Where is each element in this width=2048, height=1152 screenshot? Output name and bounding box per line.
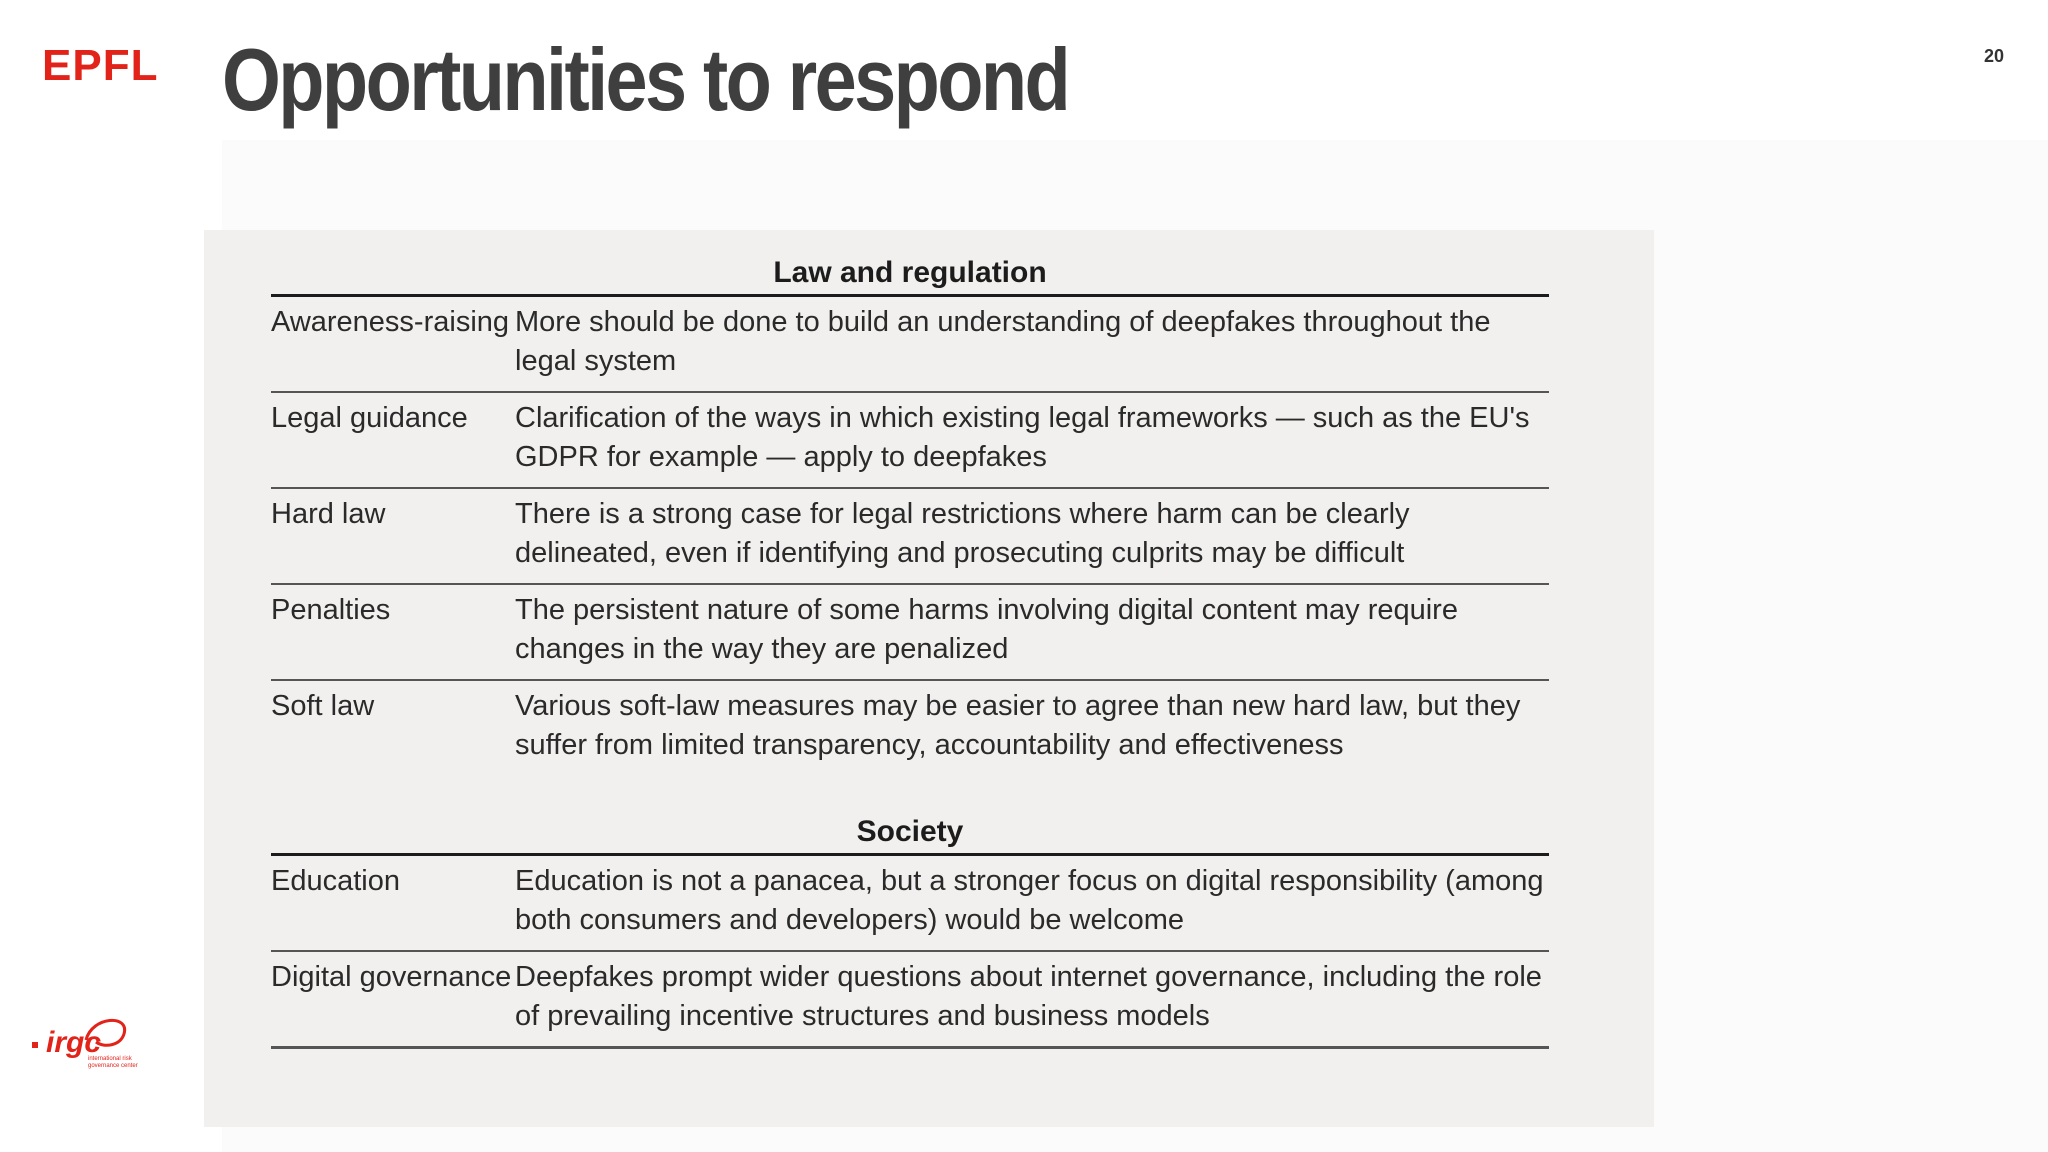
- row-term: Digital governance: [271, 961, 512, 993]
- irgc-subtext-2: governance center: [88, 1063, 138, 1069]
- row-term: Soft law: [271, 690, 375, 722]
- table-row: [271, 489, 1549, 585]
- table-row: [271, 393, 1549, 489]
- row-term: Legal guidance: [271, 402, 468, 434]
- epfl-logo: EPFL: [42, 41, 159, 90]
- row-term: Penalties: [271, 594, 391, 626]
- row-description: The persistent nature of some harms involving digital content may require changes in the way they are penalized: [515, 594, 1458, 665]
- table-row: [271, 856, 1549, 952]
- page-number: 20: [1983, 46, 2004, 66]
- row-description: Clarification of the ways in which existing legal frameworks — such as the EU's GDPR for example — apply to deepfakes: [515, 402, 1530, 473]
- table-row: [271, 585, 1549, 681]
- row-description: Deepfakes prompt wider questions about internet governance, including the role of prevailing incentive structures and business models: [515, 961, 1542, 1032]
- row-term: Hard law: [271, 498, 386, 530]
- row-term: Awareness-raising: [271, 306, 510, 338]
- slide-title: Opportunities to respond: [222, 30, 1069, 129]
- irgc-logo-text: irgc: [46, 1026, 102, 1059]
- row-description: More should be done to build an understanding of deepfakes throughout the legal system: [515, 306, 1491, 377]
- table-image: [204, 230, 1654, 1127]
- table-row: [271, 681, 1549, 775]
- table-row: [271, 952, 1549, 1049]
- table-row: [271, 297, 1549, 393]
- irgc-logo: [30, 1010, 160, 1070]
- opportunities-table: [271, 252, 1549, 1049]
- section-heading-law: Law and regulation: [271, 252, 1549, 297]
- section-heading-society: Society: [271, 811, 1549, 856]
- row-description: There is a strong case for legal restrictions where harm can be clearly delineated, even if identifying and prosecuting culprits may be difficult: [515, 498, 1410, 569]
- irgc-subtext-1: international risk: [88, 1056, 132, 1062]
- row-description: Education is not a panacea, but a stronger focus on digital responsibility (among both consumers and developers) would be welcome: [515, 865, 1544, 936]
- row-term: Education: [271, 865, 400, 897]
- row-description: Various soft-law measures may be easier to agree than new hard law, but they suffer from limited transparency, accountability and effectiveness: [515, 690, 1521, 761]
